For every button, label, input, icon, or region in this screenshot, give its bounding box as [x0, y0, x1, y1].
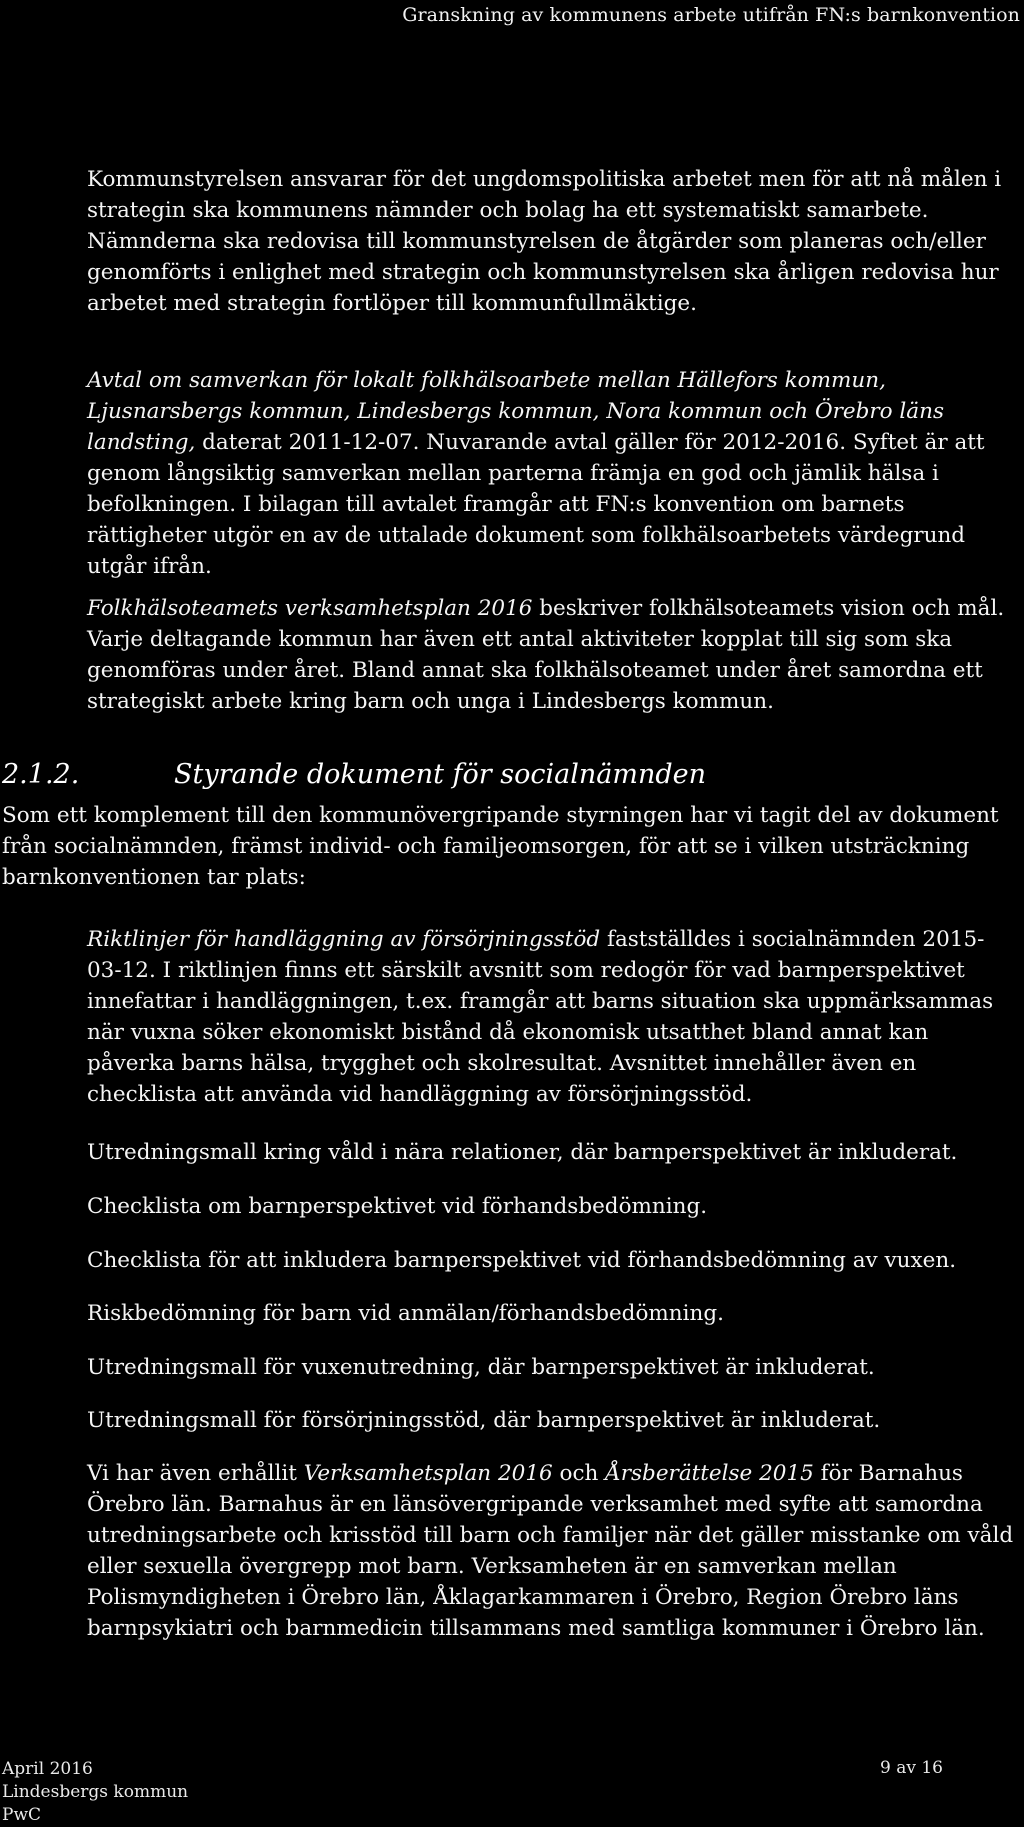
list-item: Utredningsmall kring våld i nära relationer, där barnperspektivet är inkluderat. — [87, 1140, 958, 1165]
paragraph-text: beskriver folkhälsoteamets vision och mål. Varje deltagande kommun har även ett antal aktiviteter kopplat till sig som ska genomföras under året. Bland annat ska folkhälsoteamet under året samordna ett strategiskt arbete kring barn och unga i Lindesbergs kommun. — [87, 596, 1005, 714]
paragraph-text: daterat 2011-12-07. Nuvarande avtal gäller för 2012-2016. Syftet är att genom långsiktig samverkan mellan parterna främja en god och jämlik hälsa i befolkningen. I bilagan till avtalet framgår att FN:s konvention om barnets rättigheter utgör en av de uttalade dokument som folkhälsoarbetets värdegrund utgår ifrån. — [87, 430, 985, 579]
section-heading — [2, 759, 706, 790]
section-title: Styrande dokument för socialnämnden — [174, 759, 706, 790]
paragraph-avtal-samverkan — [87, 365, 1017, 582]
document-title: Folkhälsoteamets verksamhetsplan 2016 — [87, 596, 533, 621]
paragraph-text: och — [552, 1461, 606, 1486]
document-title: Årsberättelse 2015 — [605, 1461, 814, 1486]
paragraph-text: för Barnahus Örebro län. Barnahus är en länsövergripande verksamhet med syfte att samordna utredningsarbete och krisstöd till barn och familjer när det gäller misstanke om våld eller sexuella övergrepp mot barn. Verksamheten är en samverkan mellan Polismyndigheten i Örebro län, Åklagarkammaren i Örebro, Region Örebro läns barnpsykiatri och barnmedicin tillsammans med samtliga kommuner i Örebro län. — [87, 1461, 1014, 1641]
paragraph-text: fastställdes i socialnämnden 2015-03-12. I riktlinjen finns ett särskilt avsnitt som redogör för vad barnperspektivet innefattar i handläggningen, t.ex. framgår att barns situation ska uppmärksammas när vuxna söker ekonomiskt bistånd då ekonomisk utsatthet bland annat kan påverka barns hälsa, trygghet och skolresultat. Avsnittet innehåller även en checklista att använda vid handläggning av försörjningsstöd. — [87, 927, 994, 1107]
footer-left — [2, 1758, 188, 1827]
paragraph-barnahus — [87, 1458, 1017, 1644]
paragraph-text: Som ett komplement till den kommunövergripande styrningen har vi tagit del av dokument från socialnämnden, främst individ- och familjeomsorgen, för att se i vilken utsträckning barnkonventionen tar plats: — [2, 803, 999, 890]
section-number: 2.1.2. — [2, 759, 80, 790]
running-header: Granskning av kommunens arbete utifrån FN:s barnkonvention — [402, 4, 1020, 26]
list-item: Utredningsmall för försörjningsstöd, där barnperspektivet är inkluderat. — [87, 1408, 881, 1433]
paragraph-folkhalsoteamet — [87, 593, 1017, 717]
footer-date: April 2016 — [2, 1759, 93, 1779]
paragraph-riktlinjer — [87, 924, 1017, 1110]
footer-firm: PwC — [2, 1805, 41, 1825]
page-number: 9 av 16 — [880, 1758, 943, 1778]
list-item: Checklista om barnperspektivet vid förhandsbedömning. — [87, 1194, 708, 1219]
document-title: Riktlinjer för handläggning av försörjningsstöd — [87, 927, 601, 952]
paragraph-text: Kommunstyrelsen ansvarar för det ungdomspolitiska arbetet men för att nå målen i strategin ska kommunens nämnder och bolag ha ett systematiskt samarbete. Nämnderna ska redovisa till kommunstyrelsen de åtgärder som planeras och/eller genomförts i enlighet med strategin och kommunstyrelsen ska årligen redovisa hur arbetet med strategin fortlöper till kommunfullmäktige. — [87, 167, 1002, 316]
paragraph-kommunstyrelsen — [87, 164, 1017, 319]
list-item: Utredningsmall för vuxenutredning, där barnperspektivet är inkluderat. — [87, 1355, 875, 1380]
list-item: Riskbedömning för barn vid anmälan/förhandsbedömning. — [87, 1301, 724, 1326]
document-title: Avtal om samverkan för lokalt folkhälsoarbete mellan Hällefors kommun, Ljusnarsbergs kommun, Lindesbergs kommun, Nora kommun och Örebro läns landsting, — [87, 368, 944, 455]
paragraph-text: Vi har även erhållit — [87, 1461, 304, 1486]
section-intro — [2, 800, 1018, 893]
footer-organization: Lindesbergs kommun — [2, 1782, 189, 1802]
list-item: Checklista för att inkludera barnperspektivet vid förhandsbedömning av vuxen. — [87, 1248, 957, 1273]
document-title: Verksamhetsplan 2016 — [303, 1461, 553, 1486]
